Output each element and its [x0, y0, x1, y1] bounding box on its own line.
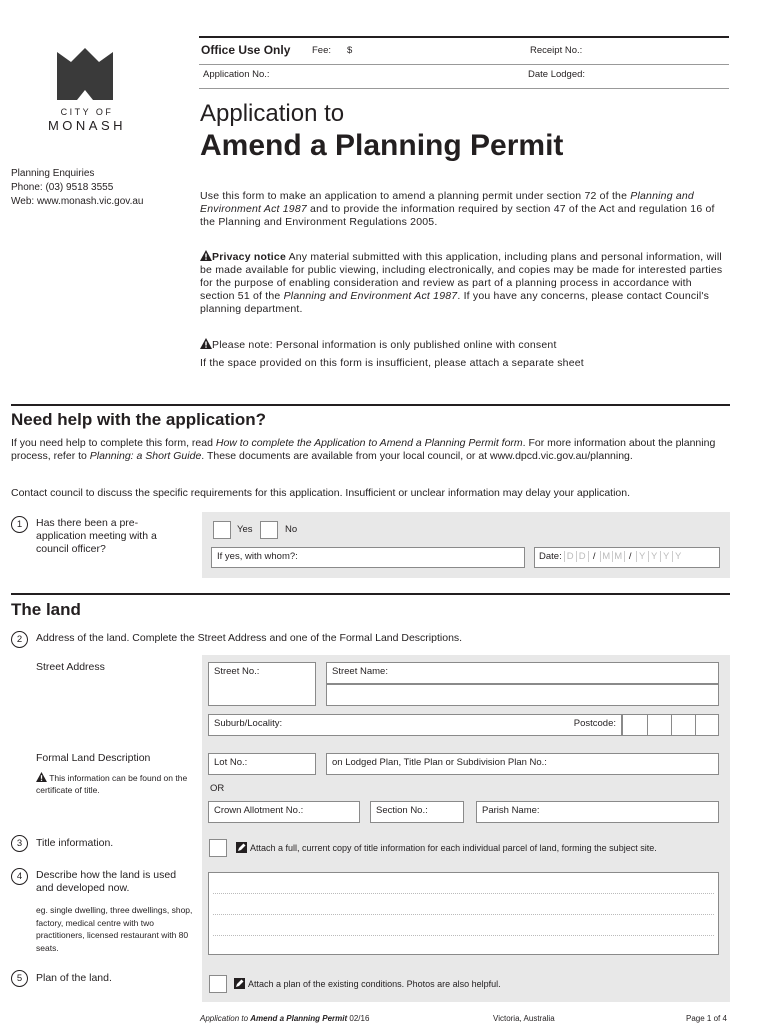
- street-name-field[interactable]: Street Name:: [326, 662, 719, 684]
- date-cell: D: [576, 551, 588, 562]
- date-cell: /: [588, 551, 600, 562]
- help-paragraph: If you need help to complete this form, read How to complete the Application to Amend a Planning Permit form. For more information about the planning process, refer to Planning: a Short Guide. These documents are available from your local council, or at www.dpcd.vic.gov.au/planning.: [11, 437, 716, 462]
- date-cell: M: [600, 551, 612, 562]
- formal-land-panel: [202, 744, 730, 832]
- date-label: Date:: [539, 551, 562, 562]
- web-text: Web: www.monash.vic.gov.au: [11, 196, 144, 207]
- suburb-field[interactable]: Suburb/Locality: Postcode:: [208, 714, 622, 736]
- date-cell: /: [624, 551, 636, 562]
- contact-info: [11, 167, 143, 209]
- question-number: 1: [11, 516, 28, 533]
- fee-label: Fee:: [312, 45, 332, 56]
- question-number: 4: [11, 868, 28, 885]
- q2-label: Address of the land. Complete the Street Address and one of the Formal Land Descriptions.: [36, 632, 463, 644]
- logo-city-of: CITY OF: [60, 107, 114, 117]
- enquiries-label: Planning Enquiries: [11, 168, 95, 179]
- q3-panel: [202, 832, 730, 864]
- parish-name-field[interactable]: Parish Name:: [476, 801, 719, 823]
- question-number: 2: [11, 631, 28, 648]
- page-title: Amend a Planning Permit: [200, 129, 564, 162]
- street-address-panel: [202, 655, 730, 744]
- warning-icon: [36, 772, 47, 782]
- page-number: Page 1 of 4: [686, 1014, 727, 1023]
- plan-checkbox[interactable]: [209, 975, 227, 993]
- question-number: 3: [11, 835, 28, 852]
- date-cell: Y: [636, 551, 648, 562]
- date-cell: D: [564, 551, 576, 562]
- postcode-label: Postcode:: [573, 718, 616, 729]
- q5-label: Plan of the land.: [36, 972, 112, 984]
- no-checkbox[interactable]: [260, 521, 278, 539]
- q1-panel: [202, 512, 730, 578]
- q4-label: Describe how the land is used and developed now.: [36, 869, 177, 894]
- q4-example: eg. single dwelling, three dwellings, shop, factory, medical centre with two practitioners, licensed restaurant with 80 seats.: [36, 905, 193, 953]
- help-heading: Need help with the application?: [11, 410, 267, 429]
- land-use-textarea[interactable]: [208, 872, 719, 955]
- office-use-label: Office Use Only: [201, 43, 291, 57]
- street-no-field[interactable]: Street No.:: [208, 662, 316, 706]
- q4-panel: [202, 864, 730, 964]
- footer-center: Victoria, Australia: [493, 1014, 555, 1023]
- q1-label: Has there been a pre-application meeting with a council officer?: [36, 517, 157, 555]
- title-line1: Application to: [200, 100, 345, 127]
- footer-title: Application to Amend a Planning Permit 02/16: [200, 1014, 370, 1023]
- formal-land-note: This information can be found on the certificate of title.: [36, 773, 188, 795]
- app-no-label: Application No.:: [203, 69, 270, 80]
- date-cell: Y: [672, 551, 684, 562]
- no-label: No: [285, 524, 298, 535]
- title-info-checkbox[interactable]: [209, 839, 227, 857]
- yes-label: Yes: [237, 524, 253, 535]
- monash-logo: [57, 48, 113, 100]
- pencil-icon: [236, 842, 247, 853]
- yes-checkbox[interactable]: [213, 521, 231, 539]
- date-cell: M: [612, 551, 624, 562]
- date-cell: Y: [660, 551, 672, 562]
- office-use-box: [199, 36, 729, 89]
- q5-attach-text: Attach a plan of the existing conditions. Photos are also helpful.: [248, 979, 501, 989]
- section-divider: [11, 404, 730, 406]
- land-heading: The land: [11, 600, 81, 619]
- consent-note: Please note: Personal information is only published online with consent: [200, 338, 726, 352]
- q3-label: Title information.: [36, 837, 114, 849]
- lot-no-field[interactable]: Lot No.:: [208, 753, 316, 775]
- phone-text: Phone: (03) 9518 3555: [11, 182, 114, 193]
- q5-panel: [202, 964, 730, 1002]
- warning-icon: [200, 250, 212, 261]
- warning-icon: [200, 338, 212, 349]
- crown-allotment-field[interactable]: Crown Allotment No.:: [208, 801, 360, 823]
- section-divider: [11, 593, 730, 595]
- formal-land-label: Formal Land Description: [36, 752, 151, 764]
- date-field[interactable]: [534, 547, 720, 568]
- street-name-field-2[interactable]: [326, 684, 719, 706]
- q3-attach-text: Attach a full, current copy of title information for each individual parcel of land, forming the subject site.: [250, 843, 657, 853]
- pencil-icon: [234, 978, 245, 989]
- help-contact-text: Contact council to discuss the specific requirements for this application. Insufficient or unclear information may delay your application.: [11, 487, 631, 499]
- section-no-field[interactable]: Section No.:: [370, 801, 464, 823]
- intro-text: Use this form to make an application to amend a planning permit under section 72 of the Planning and Environment Act 1987 and to provide the information required by section 47 of the Act and regulation 16 of the Planning and Environment Regulations 2005.: [200, 190, 715, 228]
- space-note: If the space provided on this form is insufficient, please attach a separate sheet: [200, 357, 584, 369]
- date-cell: Y: [648, 551, 660, 562]
- receipt-label: Receipt No.:: [530, 45, 583, 56]
- postcode-field[interactable]: [622, 714, 719, 736]
- street-address-label: Street Address: [36, 661, 105, 673]
- lodged-plan-field[interactable]: on Lodged Plan, Title Plan or Subdivision Plan No.:: [326, 753, 719, 775]
- logo-monash: MONASH: [47, 118, 127, 133]
- or-label: OR: [210, 783, 225, 794]
- date-cells: [564, 551, 684, 562]
- date-lodged-label: Date Lodged:: [528, 69, 586, 80]
- question-number: 5: [11, 970, 28, 987]
- with-whom-field[interactable]: If yes, with whom?:: [211, 547, 525, 568]
- dollar-sign: $: [347, 45, 353, 56]
- privacy-notice: Privacy notice Any material submitted with this application, including plans and personal information, will be made available for public viewing, including electronically, and copies may be made for interested parties for the purpose of enabling consideration and review as part of a planning process in accordance with section 51 of the Planning and Environment Act 1987. If you have any concerns, please contact Council's planning department.: [200, 251, 723, 315]
